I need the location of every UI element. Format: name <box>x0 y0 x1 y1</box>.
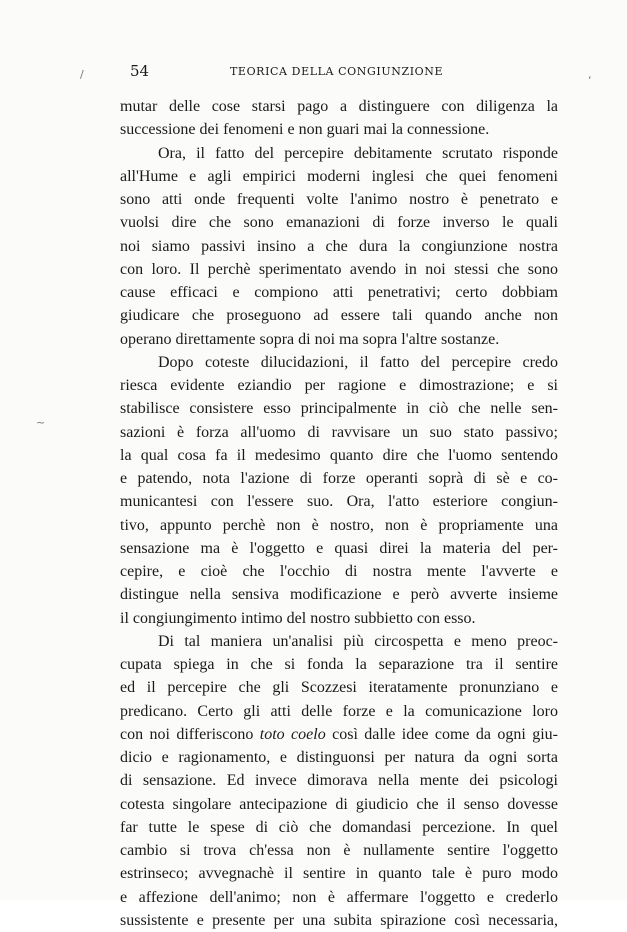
text-line: sazioni è forza all'uomo di ravvisare un suo stato passivo; <box>120 423 558 441</box>
running-title: TEORICA DELLA CONGIUNZIONE <box>230 65 444 78</box>
text-line: distingue nella sensiva modificazione e però avverte insieme <box>120 586 558 604</box>
paragraph-start: Di tal maniera un'analisi più circospetta e meno preoc- <box>158 632 558 650</box>
text-line: e affezione dell'animo; non è affermare l'oggetto e crederlo <box>120 888 558 906</box>
text-line: noi siamo passivi insino a che dura la congiunzione nostra <box>120 237 558 255</box>
text-line: di sensazione. Ed invece dimorava nella mente dei psicologi <box>120 772 558 790</box>
text-line: cambio si trova ch'essa non è nullamente sentire l'oggetto <box>120 842 558 859</box>
paragraph-start: Dopo coteste dilucidazioni, il fatto del percepire credo <box>158 353 558 371</box>
text-line: con noi differiscono toto coelo così dalle idee come da ogni giu- <box>120 725 559 743</box>
text-line: far tutte le spese di ciò che domandasi percezione. In quel <box>120 818 558 836</box>
text-line: operano direttamente sopra di noi ma sopra l'altre sostanze. <box>120 330 500 348</box>
text-line: giudicare che proseguono ad essere tali quando anche non <box>120 307 558 325</box>
page-header <box>130 62 554 84</box>
margin-mark: , <box>588 68 592 81</box>
text-line: riesca evidente eziandio per ragione e dimostrazione; e si <box>120 377 558 394</box>
text-line: vuolsi dire che sono emanazioni di forze inverso le quali <box>120 214 558 232</box>
text-line: sensazione ma è l'oggetto e quasi direi la materia del per- <box>120 539 558 557</box>
text-line: cotesta singolare antecipazione di giudicio che il senso dovesse <box>120 795 558 813</box>
italic-phrase: toto coelo <box>259 725 326 743</box>
text-line: dicio e ragionamento, e distinguonsi per natura da ogni sorta <box>120 749 558 766</box>
text-line: cause efficaci e compiono atti penetrativi; certo dobbiam <box>120 284 558 301</box>
text-line: successione dei fenomeni e non guari mai la connessione. <box>120 121 490 139</box>
text-line: con loro. Il perchè sperimentato avendo in noi stessi che sono <box>120 260 558 278</box>
text-line: predicano. Certo gli atti delle forze e la comunicazione loro <box>120 702 558 720</box>
margin-mark: / <box>80 68 84 81</box>
text-line: tivo, appunto perchè non è nostro, non è propriamente una <box>120 516 558 534</box>
text-line: il congiungimento intimo del nostro subbietto con esso. <box>120 609 476 627</box>
text-line: cepire, e cioè che l'occhio di nostra mente l'avverte e <box>120 563 558 580</box>
text-line: la qual cosa fa il medesimo quanto dire che l'uomo sentendo <box>120 446 558 464</box>
text-line: cupata spiega in che si fonda la separazione tra il sentire <box>120 656 558 673</box>
text-line: stabilisce consistere esso principalmente in ciò che nelle sen- <box>120 400 558 418</box>
text-line: mutar delle cose starsi pago a distinguere con diligenza la <box>120 98 558 115</box>
text-body <box>120 95 558 932</box>
text-line: sussistente e presente per una subita spirazione così necessaria, <box>120 911 558 929</box>
page-number: 54 <box>130 62 150 80</box>
paragraph-start: Ora, il fatto del percepire debitamente scrutato risponde <box>158 144 558 162</box>
text-line: sono atti onde frequenti volte l'animo nostro è penetrato e <box>120 191 558 208</box>
margin-mark: ~ <box>36 416 46 429</box>
text-line: e patendo, nota l'azione di forze operanti soprà di sè e co- <box>120 470 558 487</box>
text-line: municantesi con l'essere suo. Ora, l'atto esteriore congiun- <box>120 493 558 511</box>
text-line: all'Hume e agli empirici moderni inglesi che quei fenomeni <box>120 167 558 185</box>
text-line: ed il percepire che gli Scozzesi iteratamente pronunziano e <box>120 679 558 697</box>
text-line: estrinseco; avvegnachè il sentire in quanto tale è puro modo <box>120 865 558 883</box>
